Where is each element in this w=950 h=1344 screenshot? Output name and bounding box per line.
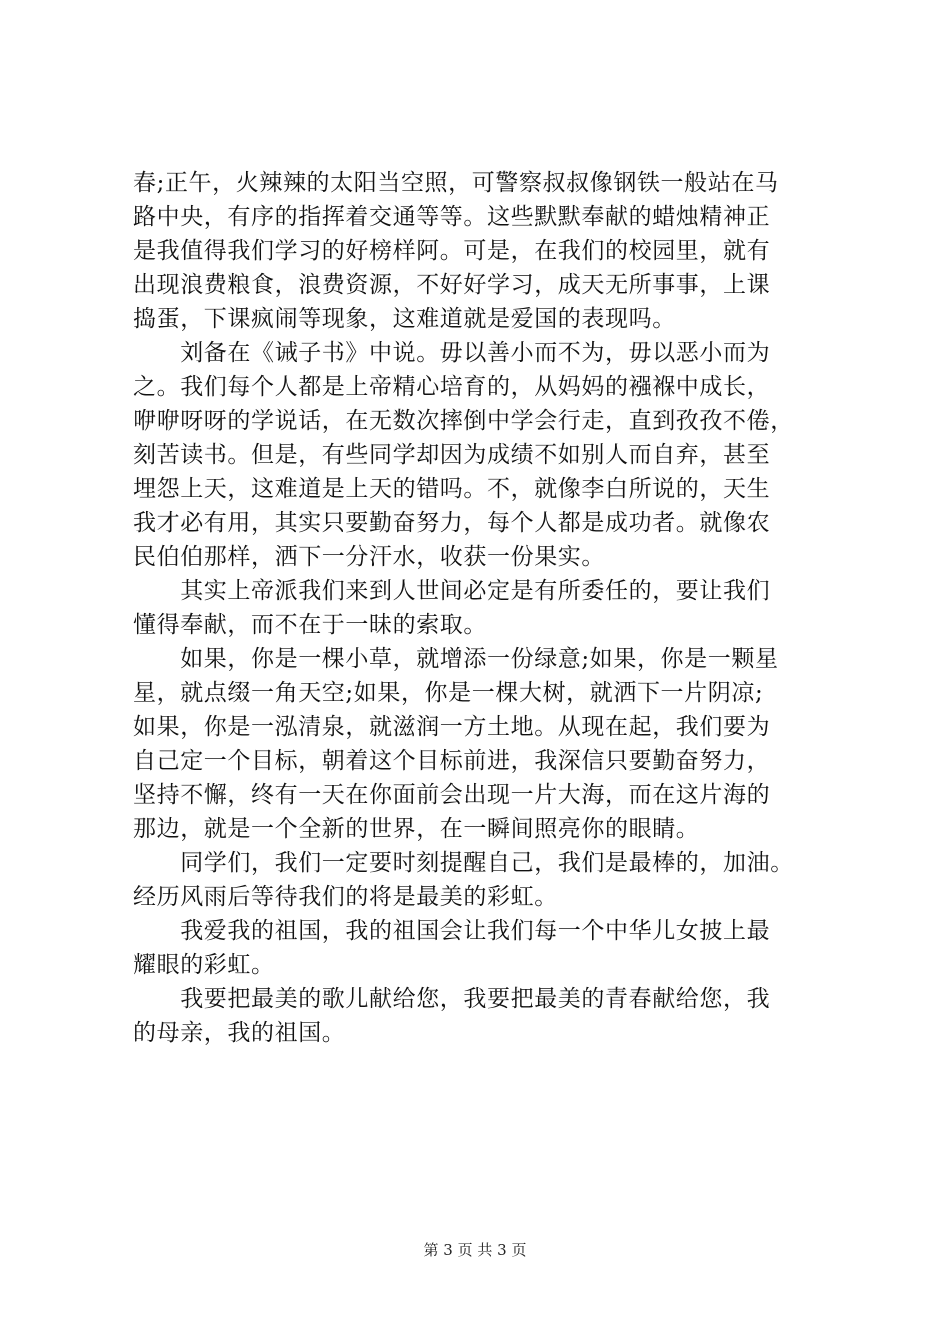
- text-line: 的母亲，我的祖国。: [133, 1020, 346, 1046]
- text-line: 如果，你是一棵小草，就增添一份绿意;如果，你是一颗星: [133, 646, 779, 672]
- text-line: 经历风雨后等待我们的将是最美的彩虹。: [133, 884, 558, 910]
- text-line: 那边，就是一个全新的世界，在一瞬间照亮你的眼睛。: [133, 816, 700, 842]
- text-line: 我要把最美的歌儿献给您，我要把最美的青春献给您，我: [133, 986, 771, 1012]
- text-line: 如果，你是一泓清泉，就滋润一方土地。从现在起，我们要为: [133, 714, 771, 740]
- text-line: 刻苦读书。但是，有些同学却因为成绩不如别人而自弃，甚至: [133, 442, 771, 468]
- text-line: 出现浪费粮食，浪费资源，不好好学习，成天无所事事，上课: [133, 272, 771, 298]
- page-number: 第 3 页 共 3 页: [423, 1241, 527, 1259]
- text-line: 我爱我的祖国，我的祖国会让我们每一个中华儿女披上最: [133, 918, 771, 944]
- text-line: 坚持不懈，终有一天在你面前会出现一片大海，而在这片海的: [133, 782, 771, 808]
- text-line: 咿咿呀呀的学说话，在无数次摔倒中学会行走，直到孜孜不倦，: [133, 408, 794, 434]
- text-line: 民伯伯那样，洒下一分汗水，收获一份果实。: [133, 544, 605, 570]
- page-footer: [0, 1240, 950, 1260]
- text-line: 耀眼的彩虹。: [133, 952, 275, 978]
- text-line: 懂得奉献，而不在于一昧的索取。: [133, 612, 487, 638]
- text-line: 捣蛋，下课疯闹等现象，这难道就是爱国的表现吗。: [133, 306, 676, 332]
- text-line: 自己定一个目标，朝着这个目标前进，我深信只要勤奋努力，: [133, 748, 771, 774]
- text-line: 其实上帝派我们来到人世间必定是有所委任的，要让我们: [133, 578, 771, 604]
- body-text: [133, 166, 833, 1050]
- text-line: 之。我们每个人都是上帝精心培育的，从妈妈的襁褓中成长，: [133, 374, 771, 400]
- text-line: 我才必有用，其实只要勤奋努力，每个人都是成功者。就像农: [133, 510, 771, 536]
- text-line: 刘备在《诫子书》中说。毋以善小而不为，毋以恶小而为: [133, 340, 771, 366]
- text-line: 同学们，我们一定要时刻提醒自己，我们是最棒的，加油。: [133, 850, 794, 876]
- text-line: 路中央，有序的指挥着交通等等。这些默默奉献的蜡烛精神正: [133, 204, 771, 230]
- text-line: 星，就点缀一角天空;如果，你是一棵大树，就洒下一片阴凉;: [133, 680, 764, 706]
- text-line: 春;正午，火辣辣的太阳当空照，可警察叔叔像钢铁一般站在马: [133, 170, 779, 196]
- text-line: 是我值得我们学习的好榜样阿。可是，在我们的校园里，就有: [133, 238, 771, 264]
- text-line: 埋怨上天，这难道是上天的错吗。不，就像李白所说的，天生: [133, 476, 771, 502]
